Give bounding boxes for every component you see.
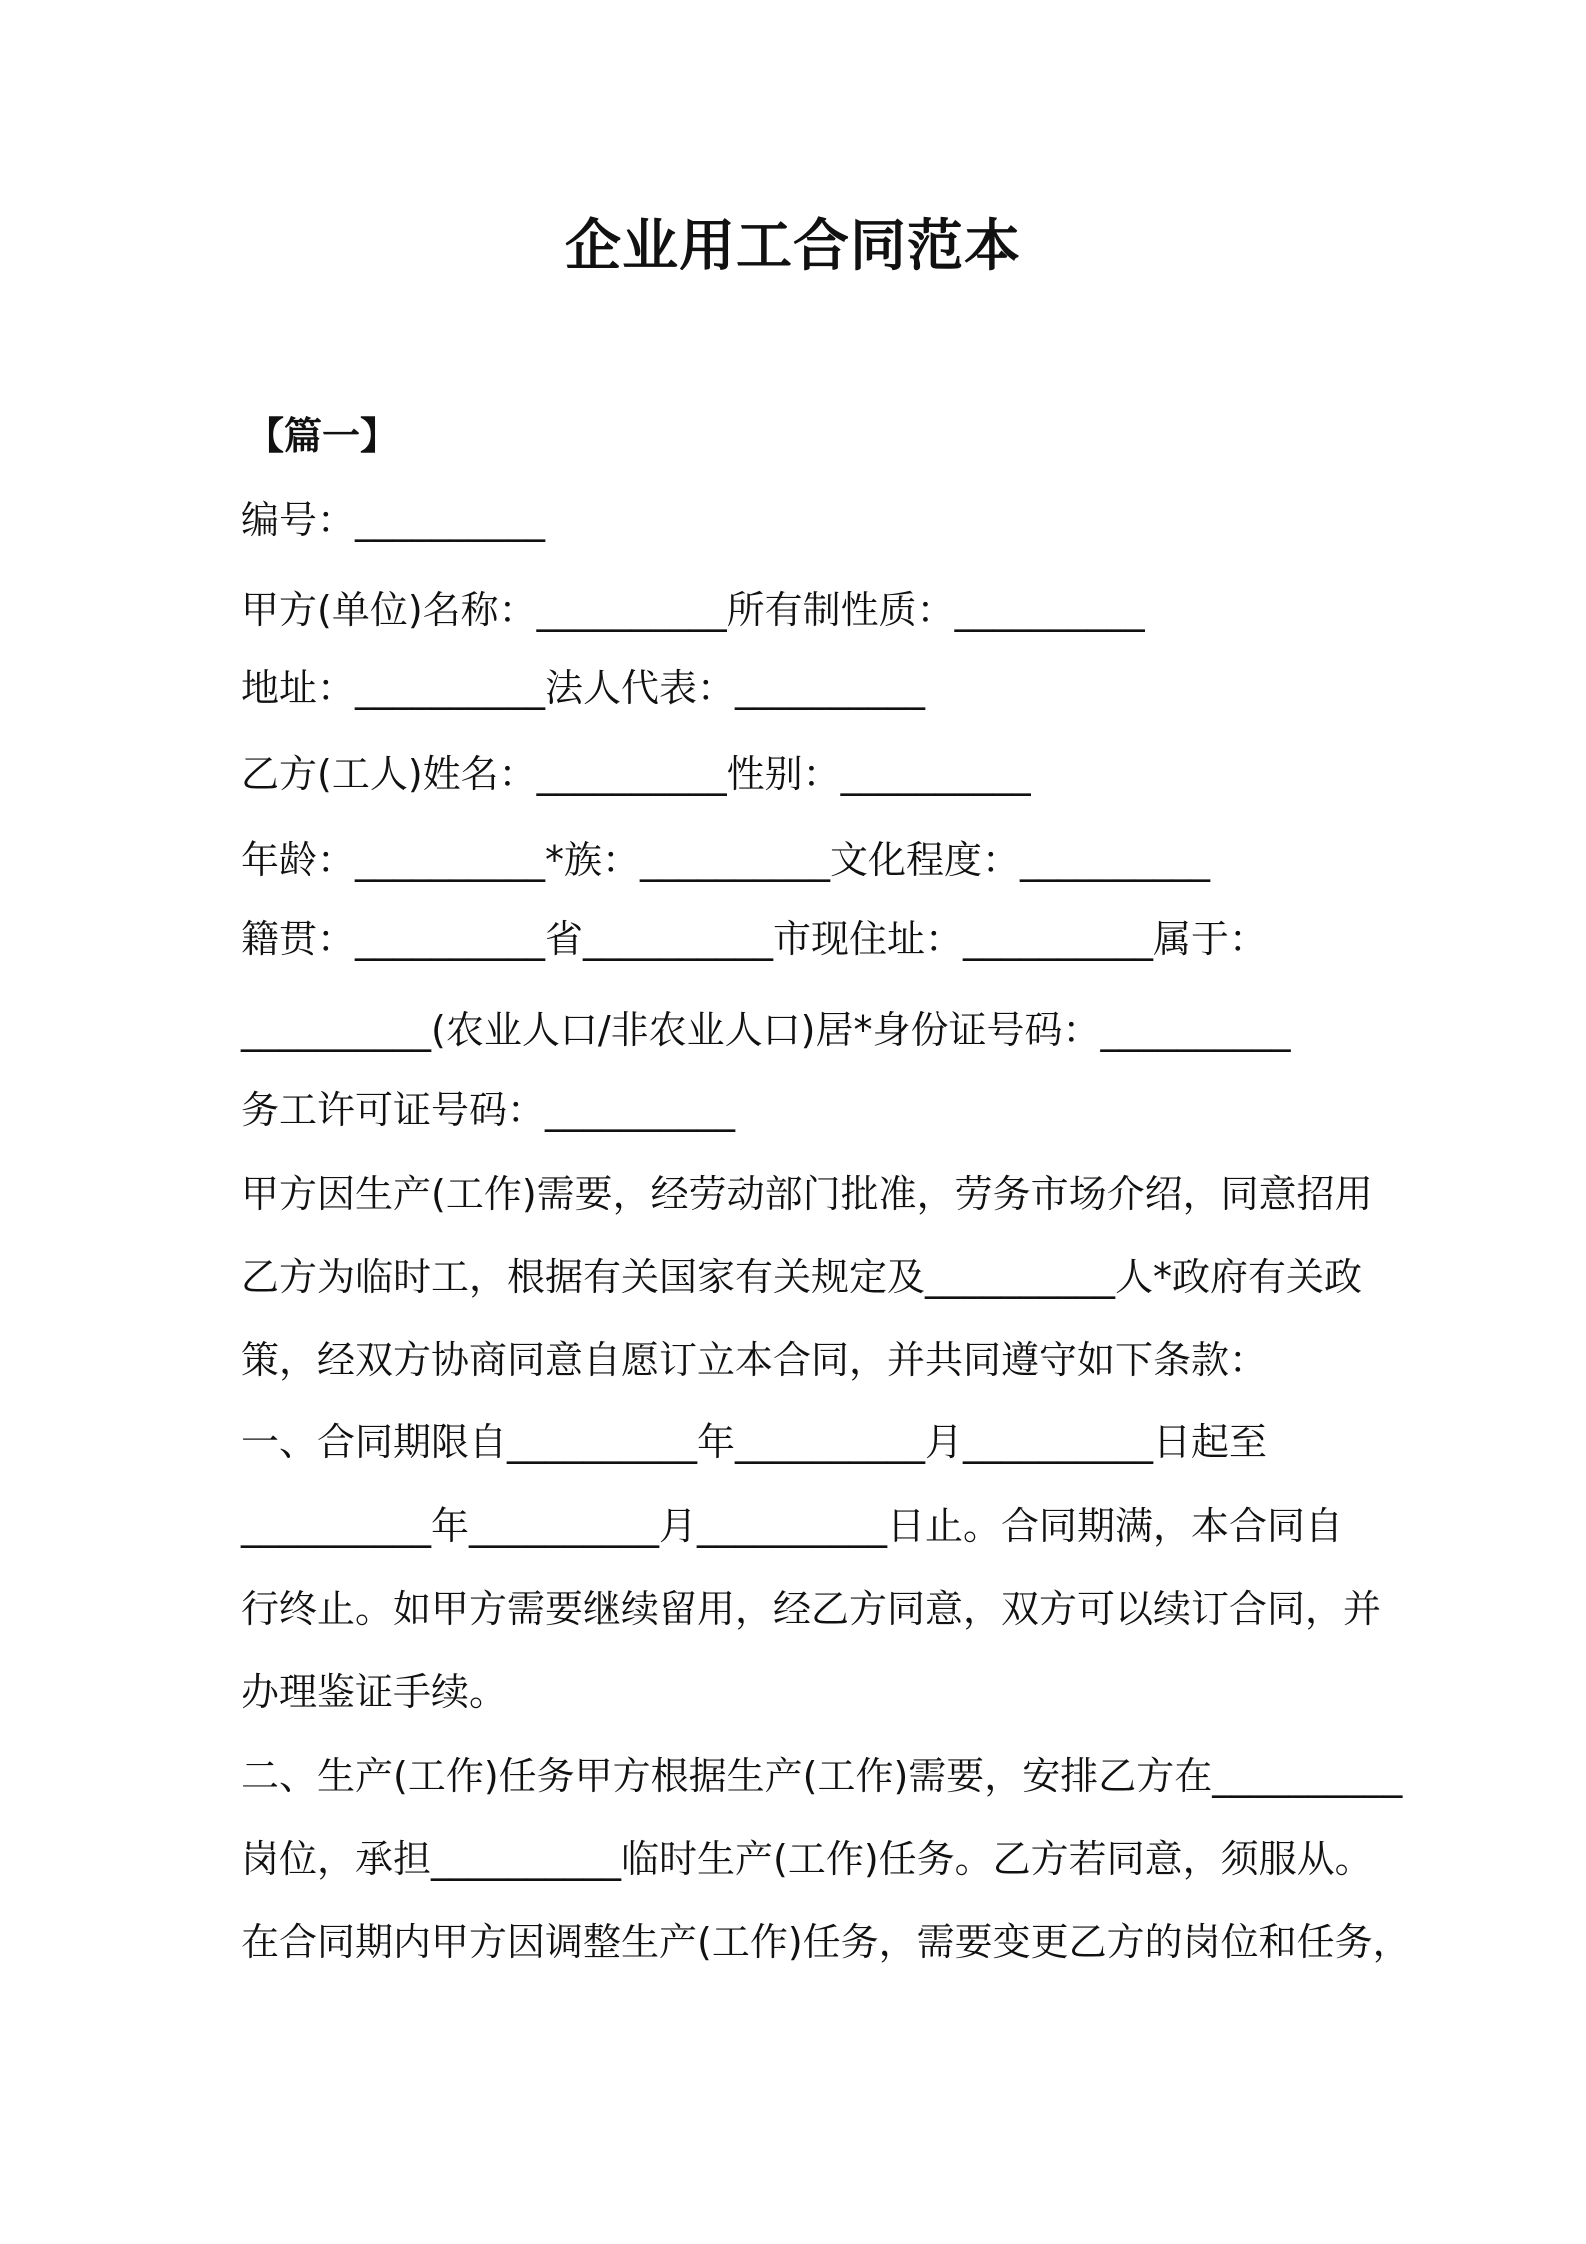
field-native-place: 籍贯：__________省__________市现住址：__________属于：	[241, 917, 1268, 961]
clause-1-line: 行终止。如甲方需要继续留用，经乙方同意，双方可以续订合同，并	[241, 1587, 1382, 1631]
section-label: 【篇一】	[246, 414, 399, 458]
clause-1-line: 一、合同期限自__________年__________月__________日起至	[241, 1420, 1268, 1464]
body-text-line: 甲方因生产(工作)需要，经劳动部门批准，劳务市场介绍，同意招用	[241, 1172, 1373, 1216]
field-work-permit: 务工许可证号码：__________	[241, 1088, 736, 1132]
field-household-type: __________(农业人口/非农业人口)居*身份证号码：__________	[241, 1008, 1291, 1052]
clause-1-line: __________年__________月__________日止。合同期满，本合同自	[241, 1504, 1344, 1548]
field-serial-number: 编号：__________	[241, 498, 546, 542]
clause-2-line: 在合同期内甲方因调整生产(工作)任务，需要变更乙方的岗位和任务，	[241, 1920, 1411, 1964]
field-address: 地址：__________法人代表：__________	[241, 666, 926, 710]
field-party-a-name: 甲方(单位)名称：__________所有制性质：__________	[241, 588, 1145, 632]
field-party-b-name: 乙方(工人)姓名：__________性别：__________	[241, 752, 1031, 796]
field-age: 年龄：__________*族：__________文化程度：__________	[241, 838, 1211, 882]
clause-1-line: 办理鉴证手续。	[241, 1670, 508, 1714]
body-text-line: 策，经双方协商同意自愿订立本合同，并共同遵守如下条款：	[241, 1338, 1268, 1382]
document-title: 企业用工合同范本	[565, 214, 1021, 279]
clause-2-line: 岗位，承担__________临时生产(工作)任务。乙方若同意，须服从。	[241, 1837, 1373, 1881]
clause-2-line: 二、生产(工作)任务甲方根据生产(工作)需要，安排乙方在__________	[241, 1754, 1403, 1798]
body-text-line: 乙方为临时工，根据有关国家有关规定及__________人*政府有关政	[241, 1255, 1363, 1299]
